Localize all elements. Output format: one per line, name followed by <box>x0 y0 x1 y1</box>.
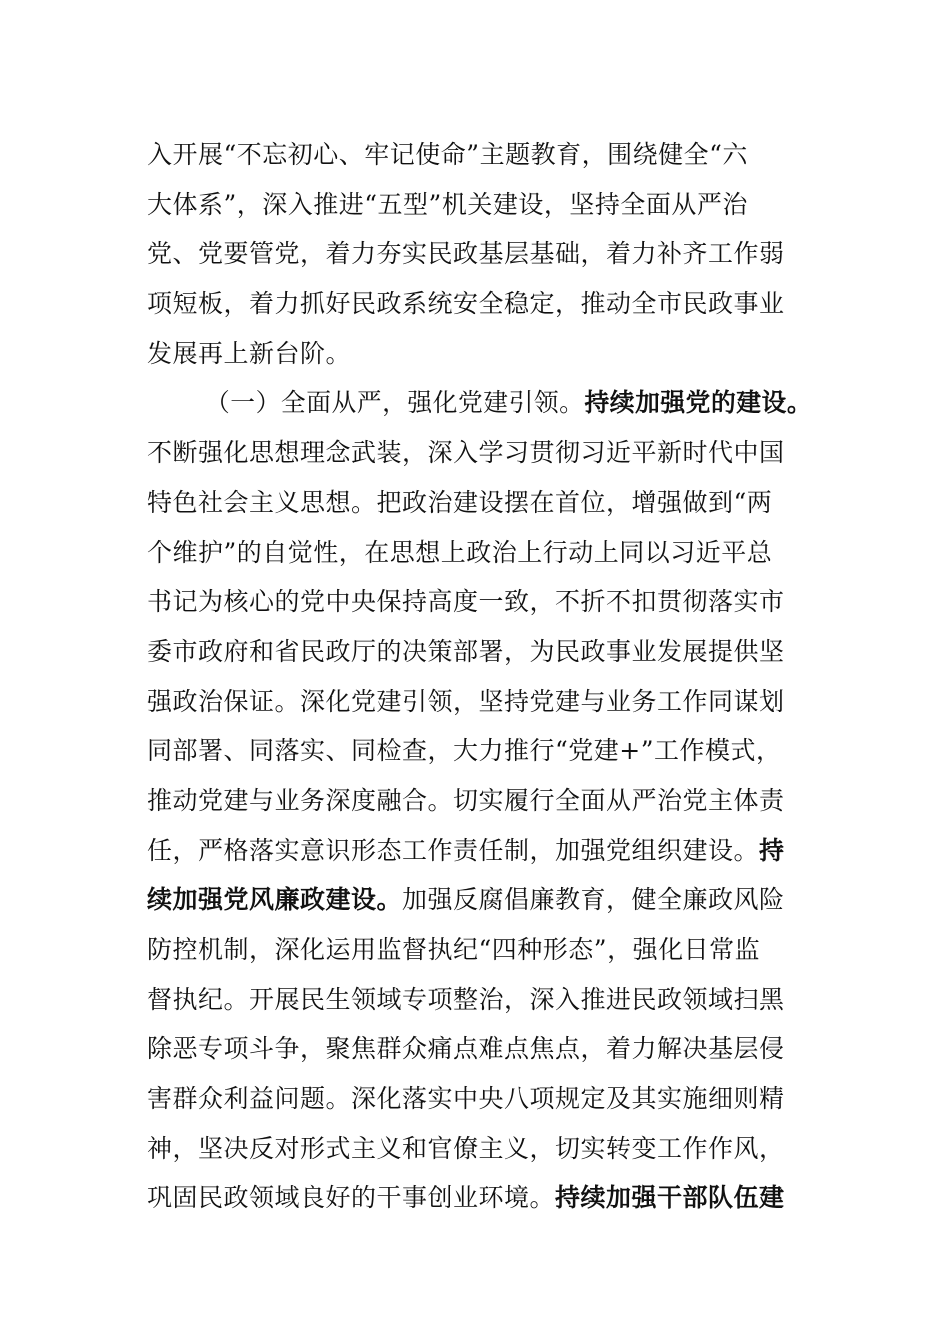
text-line <box>147 875 812 925</box>
body-text: 个维护”的自觉性，在思想上政治上行动上同以习近平总 <box>147 537 773 567</box>
body-text: 防控机制，深化运用监督执纪“四种形态”，强化日常监 <box>147 935 761 964</box>
text-line <box>147 1173 812 1223</box>
body-text: 除恶专项斗争，聚焦群众痛点难点焦点，着力解决基层侵 <box>147 1034 785 1064</box>
text-line <box>147 528 812 578</box>
document-body <box>147 130 812 1223</box>
text-line <box>147 826 812 876</box>
body-text: 特色社会主义思想。把政治建设摆在首位，增强做到“两 <box>147 487 773 517</box>
text-line <box>147 1024 812 1074</box>
text-line <box>147 378 812 428</box>
body-text: 委市政府和省民政厅的决策部署，为民政事业发展提供坚 <box>147 636 785 666</box>
body-text: 任，严格落实意识形态工作责任制，加强党组织建设。 <box>147 835 760 865</box>
body-text: 害群众利益问题。深化落实中央八项规定及其实施细则精 <box>147 1084 785 1114</box>
bold-heading-text: 持续加强干部队伍建 <box>555 1183 785 1213</box>
body-text: 加强反腐倡廉教育，健全廉政风险 <box>402 885 785 915</box>
body-text: 党、党要管党，着力夯实民政基层基础，着力补齐工作弱 <box>147 239 785 269</box>
text-line <box>147 776 812 826</box>
body-text: 书记为核心的党中央保持高度一致，不折不扣贯彻落实市 <box>147 587 785 617</box>
text-line <box>147 329 812 379</box>
text-line <box>147 577 812 627</box>
text-line <box>147 1074 812 1124</box>
body-text: 强政治保证。深化党建引领，坚持党建与业务工作同谋划 <box>147 686 785 716</box>
text-line <box>147 478 812 528</box>
text-line <box>147 130 812 180</box>
text-line <box>147 975 812 1025</box>
text-line <box>147 180 812 230</box>
text-line <box>147 428 812 478</box>
body-text: 项短板，着力抓好民政系统安全稳定，推动全市民政事业 <box>147 289 785 319</box>
body-text: （一）全面从严，强化党建引领。 <box>205 388 585 418</box>
body-text: 大体系”，深入推进“五型”机关建设，坚持全面从严治 <box>147 189 748 219</box>
bold-heading-text: 持 <box>759 835 785 865</box>
text-line <box>147 925 812 975</box>
body-text: 入开展“不忘初心、牢记使命”主题教育，围绕健全“六 <box>147 140 748 169</box>
bold-heading-text: 持续加强党的建设。 <box>584 388 813 418</box>
text-line <box>147 677 812 727</box>
bold-heading-text: 续加强党风廉政建设。 <box>147 885 403 915</box>
text-line <box>147 279 812 329</box>
body-text: 发展再上新台阶。 <box>147 338 352 368</box>
body-text: 推动党建与业务深度融合。切实履行全面从严治党主体责 <box>147 785 785 815</box>
body-text: 巩固民政领域良好的干事创业环境。 <box>147 1183 556 1213</box>
body-text: 督执纪。开展民生领域专项整治，深入推进民政领域扫黑 <box>147 984 785 1014</box>
text-line <box>147 229 812 279</box>
body-text: 不断强化思想理念武装，深入学习贯彻习近平新时代中国 <box>147 438 785 468</box>
text-line <box>147 1124 812 1174</box>
body-text: 神，坚决反对形式主义和官僚主义，切实转变工作作风， <box>147 1133 785 1163</box>
text-line <box>147 726 812 776</box>
body-text: 同部署、同落实、同检查，大力推行“党建+”工作模式， <box>147 736 782 766</box>
text-line <box>147 627 812 677</box>
